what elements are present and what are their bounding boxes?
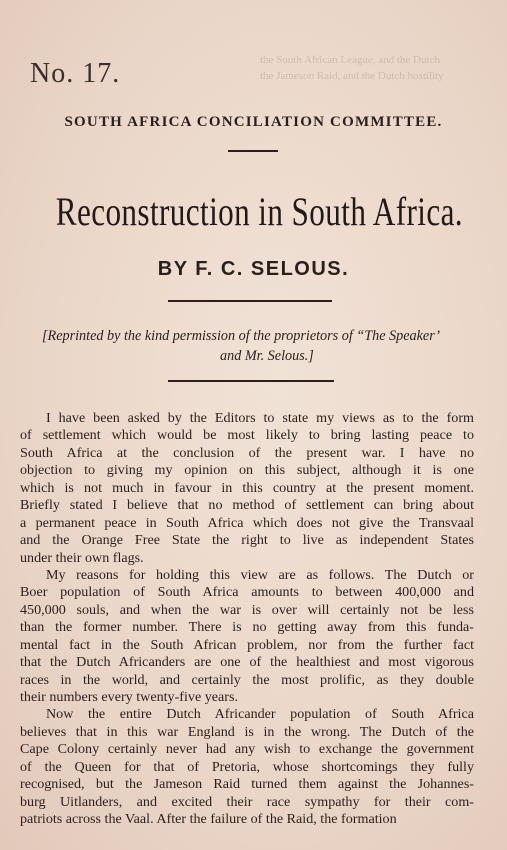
body-line: 450,000 souls, and when the war is over will certainly not be less [20,601,474,618]
body-line: under their own flags. [20,549,144,566]
body-line: a permanent peace in South Africa which does not give the Transvaal [20,514,474,531]
bleed-through-text [260,52,490,84]
reprint-notice [40,326,480,366]
body-line: South Africa at the conclusion of the present war. I have no [20,444,474,461]
reprint-line-1: [Reprinted by the kind permission of the proprietors of “The Speaker’ [42,328,440,344]
body-line: than the former number. There is no getting away from this funda- [20,619,474,636]
body-line: their numbers every twenty-five years. [20,689,238,705]
body-line: races in the world, and certainly the most prolific, as they double [20,671,474,688]
short-divider [228,150,278,152]
body-line: of settlement which would be most likely to bring lasting peace to [20,427,474,444]
body-line: objection to giving my opinion on this subject, although it is one [20,462,474,479]
reprint-line-2: and Mr. Selous.] [220,348,314,364]
byline-divider [168,300,332,302]
body-line: I have been asked by the Editors to state my views as to the form [46,410,474,426]
body-line: and the Orange Free State the right to live as independent States [20,532,474,549]
bleed-line: the Jameson Raid, and the Dutch hostility [260,70,444,82]
reprint-divider [168,380,334,382]
body-line: recognised, but the Jameson Raid turned them against the Johannes- [20,776,474,793]
body-line: of the Queen for that of Pretoria, whose shortcomings they fully [20,758,474,775]
body-line: burg Uitlanders, and excited their race sympathy for their com- [20,793,474,810]
body-line: mental fact in the South African problem, nor from the further fact [20,636,474,653]
body-line: Boer population of South Africa amounts to between 400,000 and [20,584,474,601]
document-title: Reconstruction in South Africa. [55,189,464,234]
body-line: that the Dutch Africanders are one of the healthiest and most vigorous [20,654,474,671]
body-line: believes that in this war England is in the wrong. The Dutch of the [20,723,474,740]
body-line: patriots across the Vaal. After the failure of the Raid, the formation [20,811,397,828]
committee-heading: SOUTH AFRICA CONCILIATION COMMITTEE. [64,114,443,130]
author-byline: BY F. C. SELOUS. [157,258,350,280]
bleed-line: the South African League, and the Dutch [260,54,440,66]
article-body [20,410,474,829]
body-line: Now the entire Dutch Africander population of South Africa [46,706,474,723]
body-line: Briefly stated I believe that no method of settlement can bring about [20,497,474,514]
body-line: which is not much in favour in this country at the present moment. [20,479,474,496]
body-line: My reasons for holding this view are as follows. The Dutch or [46,566,474,583]
pamphlet-number: No. 17. [30,58,121,89]
body-line: Cape Colony certainly never had any wish to exchange the government [20,741,474,758]
